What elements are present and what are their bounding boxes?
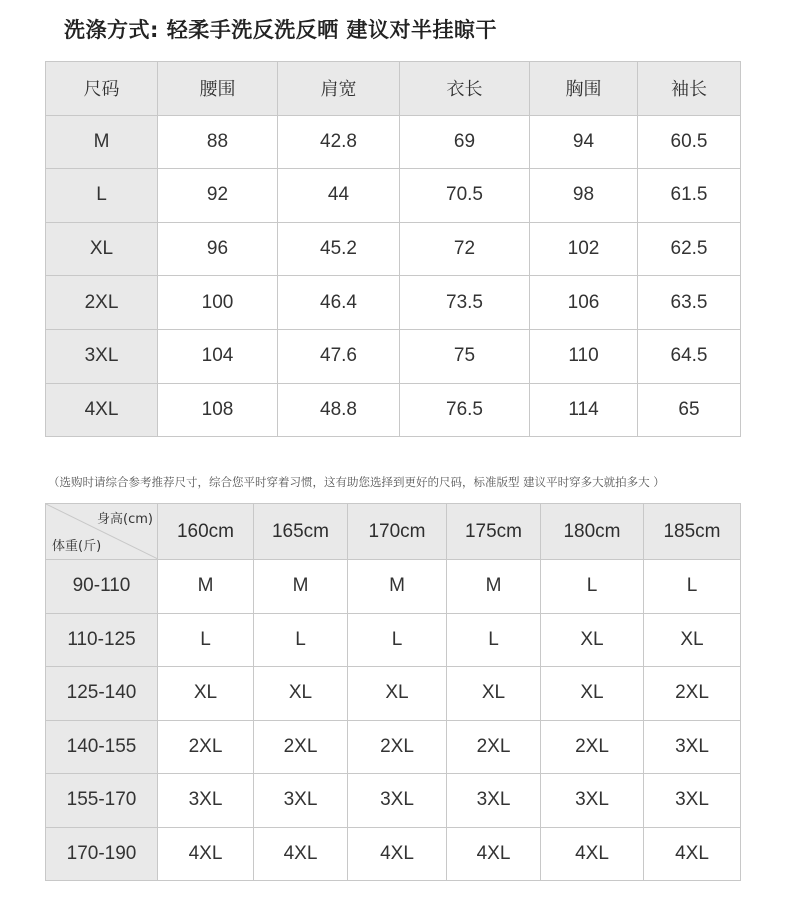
measurement-cell: 75	[400, 329, 530, 383]
recommended-size-cell: 3XL	[158, 774, 254, 828]
measurement-cell: 114	[530, 383, 638, 437]
recommended-size-cell: 3XL	[541, 774, 644, 828]
recommended-size-cell: L	[348, 613, 447, 667]
size-recommendation-note: （选购时请综合参考推荐尺寸，综合您平时穿着习惯，这有助您选择到更好的尺码，标准版型 建议平时穿多大就拍多大 ）	[48, 475, 665, 489]
weight-row	[46, 774, 741, 828]
measurement-cell: 70.5	[400, 169, 530, 223]
size-label-cell: 4XL	[46, 383, 158, 437]
size-chart-table	[45, 61, 741, 437]
measurement-cell: 110	[530, 329, 638, 383]
recommended-size-cell: 4XL	[541, 827, 644, 881]
measurement-cell: 60.5	[638, 115, 741, 169]
weight-range-cell: 155-170	[46, 774, 158, 828]
weight-range-cell: 90-110	[46, 560, 158, 614]
recommended-size-cell: 3XL	[348, 774, 447, 828]
measurement-cell: 47.6	[278, 329, 400, 383]
recommended-size-cell: M	[158, 560, 254, 614]
recommended-size-cell: 3XL	[447, 774, 541, 828]
height-header-cell: 165cm	[254, 504, 348, 560]
size-recommendation-table	[45, 503, 741, 881]
measurement-cell: 62.5	[638, 222, 741, 276]
weight-row	[46, 613, 741, 667]
height-header-cell: 160cm	[158, 504, 254, 560]
weight-range-cell: 110-125	[46, 613, 158, 667]
recommended-size-cell: XL	[644, 613, 741, 667]
size-label-cell: M	[46, 115, 158, 169]
measurement-cell: 104	[158, 329, 278, 383]
measurement-cell: 106	[530, 276, 638, 330]
recommended-size-cell: 2XL	[447, 720, 541, 774]
weight-row	[46, 667, 741, 721]
recommended-size-cell: 4XL	[644, 827, 741, 881]
measurement-cell: 108	[158, 383, 278, 437]
recommended-size-cell: 4XL	[158, 827, 254, 881]
height-header-cell: 175cm	[447, 504, 541, 560]
recommended-size-cell: 3XL	[254, 774, 348, 828]
recommended-size-cell: 4XL	[254, 827, 348, 881]
size-chart-row	[46, 383, 741, 437]
weight-row	[46, 720, 741, 774]
recommended-size-cell: XL	[541, 667, 644, 721]
measurement-cell: 61.5	[638, 169, 741, 223]
recommended-size-cell: 2XL	[644, 667, 741, 721]
measurement-cell: 46.4	[278, 276, 400, 330]
size-label-cell: L	[46, 169, 158, 223]
measurement-cell: 69	[400, 115, 530, 169]
weight-row	[46, 827, 741, 881]
recommended-size-cell: 4XL	[447, 827, 541, 881]
height-axis-label: 身高(cm)	[97, 512, 153, 527]
height-header-cell: 180cm	[541, 504, 644, 560]
recommended-size-cell: L	[158, 613, 254, 667]
recommended-size-cell: XL	[348, 667, 447, 721]
measurement-cell: 44	[278, 169, 400, 223]
recommended-size-cell: L	[541, 560, 644, 614]
shoulder-header-cell: 肩宽	[278, 62, 400, 116]
recommended-size-cell: XL	[541, 613, 644, 667]
measurement-cell: 92	[158, 169, 278, 223]
size-header-cell: 尺码	[46, 62, 158, 116]
recommended-size-cell: L	[447, 613, 541, 667]
size-chart-row	[46, 115, 741, 169]
measurement-cell: 73.5	[400, 276, 530, 330]
measurement-cell: 94	[530, 115, 638, 169]
length-header-cell: 衣长	[400, 62, 530, 116]
size-label-cell: XL	[46, 222, 158, 276]
measurement-cell: 88	[158, 115, 278, 169]
recommended-size-cell: 3XL	[644, 774, 741, 828]
corner-header-cell	[46, 504, 158, 560]
measurement-cell: 65	[638, 383, 741, 437]
size-chart-row	[46, 169, 741, 223]
measurement-cell: 76.5	[400, 383, 530, 437]
weight-range-cell: 170-190	[46, 827, 158, 881]
measurement-cell: 100	[158, 276, 278, 330]
recommended-size-cell: 2XL	[254, 720, 348, 774]
weight-row	[46, 560, 741, 614]
size-chart-row	[46, 276, 741, 330]
recommended-size-cell: M	[348, 560, 447, 614]
size-label-cell: 3XL	[46, 329, 158, 383]
measurement-cell: 42.8	[278, 115, 400, 169]
recommended-size-cell: L	[254, 613, 348, 667]
size-label-cell: 2XL	[46, 276, 158, 330]
measurement-cell: 96	[158, 222, 278, 276]
measurement-cell: 98	[530, 169, 638, 223]
wash-instructions-title: 洗涤方式: 轻柔手洗反洗反晒 建议对半挂晾干	[64, 18, 498, 42]
recommended-size-cell: XL	[254, 667, 348, 721]
recommended-size-cell: 2XL	[348, 720, 447, 774]
recommended-size-cell: 3XL	[644, 720, 741, 774]
measurement-cell: 102	[530, 222, 638, 276]
recommended-size-cell: L	[644, 560, 741, 614]
recommended-size-cell: M	[447, 560, 541, 614]
recommended-size-cell: 2XL	[158, 720, 254, 774]
weight-axis-label: 体重(斤)	[52, 539, 102, 554]
recommended-size-cell: 4XL	[348, 827, 447, 881]
height-header-row	[46, 504, 741, 560]
measurement-cell: 63.5	[638, 276, 741, 330]
size-chart-row	[46, 329, 741, 383]
recommended-size-cell: XL	[158, 667, 254, 721]
recommended-size-cell: XL	[447, 667, 541, 721]
measurement-cell: 64.5	[638, 329, 741, 383]
size-chart-header-row	[46, 62, 741, 116]
height-header-cell: 170cm	[348, 504, 447, 560]
weight-range-cell: 140-155	[46, 720, 158, 774]
height-header-cell: 185cm	[644, 504, 741, 560]
weight-range-cell: 125-140	[46, 667, 158, 721]
sleeve-header-cell: 袖长	[638, 62, 741, 116]
measurement-cell: 72	[400, 222, 530, 276]
measurement-cell: 45.2	[278, 222, 400, 276]
waist-header-cell: 腰围	[158, 62, 278, 116]
recommended-size-cell: M	[254, 560, 348, 614]
measurement-cell: 48.8	[278, 383, 400, 437]
chest-header-cell: 胸围	[530, 62, 638, 116]
size-chart-row	[46, 222, 741, 276]
recommended-size-cell: 2XL	[541, 720, 644, 774]
